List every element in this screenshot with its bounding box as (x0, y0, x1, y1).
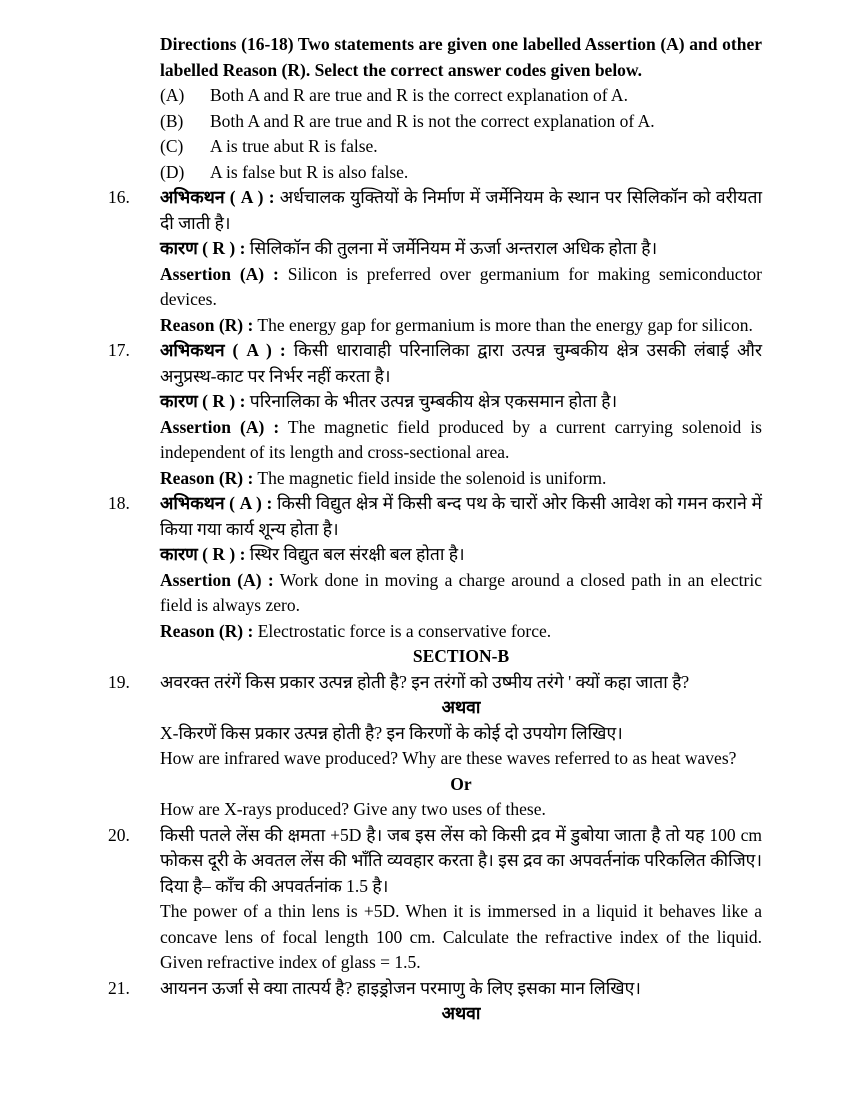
reason-english-label: Reason (R) : (160, 314, 254, 335)
assertion-hindi (160, 185, 762, 236)
question-text-hindi: अवरक्त तरंगें किस प्रकार उत्पन्न होती है? इन तरंगों को उष्मीय तरंगे ' क्यों कहा जाता है? (160, 671, 690, 692)
question-number: 19. (108, 671, 130, 692)
option-label: (A) (160, 85, 185, 105)
question-16 (108, 185, 762, 338)
question-number: 17. (108, 340, 130, 360)
question-number: 18. (108, 493, 130, 513)
assertion-hindi-text: किसी धारावाही परिनालिका द्वारा उत्पन्न चुम्बकीय क्षेत्र उसकी लंबाई और अनुप्रस्थ-काट पर निर्भर नहीं करता है। (160, 340, 763, 386)
assertion-hindi (160, 491, 762, 542)
assertion-hindi (160, 338, 762, 389)
option-row-d (160, 160, 762, 186)
option-text: Both A and R are true and R is not the correct explanation of A. (210, 110, 655, 131)
reason-hindi-text: परिनालिका के भीतर उत्पन्न चुम्बकीय क्षेत्र एकसमान होता है। (249, 391, 618, 411)
reason-hindi-label: कारण ( R ) : (160, 544, 246, 564)
option-text: A is false but R is also false. (210, 161, 409, 182)
reason-english (160, 466, 762, 492)
option-text: Both A and R are true and R is the correct explanation of A. (210, 85, 628, 105)
assertion-english-label: Assertion (A) : (160, 263, 279, 284)
reason-english-text: The magnetic field inside the solenoid is uniform. (257, 467, 607, 488)
question-17 (108, 338, 762, 491)
or-separator-hindi: अथवा (441, 697, 481, 717)
assertion-english-label: Assertion (A) : (160, 416, 280, 437)
reason-english (160, 619, 762, 645)
assertion-hindi-text: किसी विद्युत क्षेत्र में किसी बन्द पथ के चारों ओर किसी आवेश को गमन कराने में किया गया कार्य शून्य होता है। (160, 493, 763, 539)
option-row-a (160, 83, 762, 109)
question-text-hindi: किसी पतले लेंस की क्षमता +5D है। जब इस लेंस को किसी द्रव में डुबोया जाता है तो यह 100 cm फोकस दूरी के अवतल लेंस की भाँति व्यवहार करता है। इस द्रव का अपवर्तनांक परिकलित कीजिए। दिया है– काँच की अपवर्तनांक 1.5 है। (160, 824, 762, 896)
assertion-hindi-label: अभिकथन ( A ) : (160, 340, 286, 360)
assertion-hindi-label: अभिकथन ( A ) : (160, 187, 275, 207)
question-21 (108, 976, 762, 1027)
question-alt-text-english: How are X-rays produced? Give any two uses of these. (160, 799, 546, 819)
assertion-hindi-label: अभिकथन ( A ) : (160, 493, 273, 513)
question-number: 20. (108, 824, 130, 845)
option-label: (D) (160, 161, 185, 182)
assertion-english-text: Work done in moving a charge around a closed path in an electric field is always zero. (160, 569, 763, 615)
question-text-english: How are infrared wave produced? Why are these waves referred to as heat waves? (160, 748, 737, 768)
assertion-english (160, 568, 762, 619)
option-label: (B) (160, 110, 184, 131)
question-text-english: The power of a thin lens is +5D. When it is immersed in a liquid it behaves like a concave lens of focal length 100 cm. Calculate the refractive index of the liquid. Given refractive index of glass = 1.5. (160, 901, 762, 972)
reason-hindi (160, 542, 762, 568)
question-19 (108, 670, 762, 823)
question-alt-text-hindi: X-किरणें किस प्रकार उत्पन्न होती है? इन किरणों के कोई दो उपयोग लिखिए। (160, 722, 623, 743)
assertion-english-text: Silicon is preferred over germanium for making semiconductor devices. (160, 263, 763, 309)
option-row-b (160, 109, 762, 135)
assertion-english-label: Assertion (A) : (160, 569, 274, 590)
question-number: 16. (108, 187, 130, 207)
assertion-english (160, 415, 762, 466)
option-text: A is true abut R is false. (210, 136, 378, 156)
reason-hindi-label: कारण ( R ) : (160, 391, 246, 411)
question-number: 21. (108, 977, 130, 998)
question-text-hindi: आयनन ऊर्जा से क्या तात्पर्य है? हाइड्रोजन परमाणु के लिए इसका मान लिखिए। (160, 977, 641, 998)
reason-english (160, 313, 762, 339)
reason-hindi-text: स्थिर विद्युत बल संरक्षी बल होता है। (249, 544, 465, 564)
reason-english-text: The energy gap for germanium is more than the energy gap for silicon. (257, 314, 753, 335)
question-18 (108, 491, 762, 644)
reason-hindi (160, 236, 762, 262)
section-b-heading: SECTION-B (412, 646, 510, 666)
question-20 (108, 823, 762, 976)
assertion-english-text: The magnetic field produced by a current carrying solenoid is independent of its length and cross-sectional area. (160, 416, 762, 462)
reason-english-label: Reason (R) : (160, 620, 254, 641)
reason-hindi-text: सिलिकॉन की तुलना में जर्मेनियम में ऊर्जा अन्तराल अधिक होता है। (249, 238, 658, 258)
assertion-english (160, 262, 762, 313)
reason-hindi-label: कारण ( R ) : (160, 238, 246, 258)
assertion-hindi-text: अर्धचालक युक्तियों के निर्माण में जर्मेनियम के स्थान पर सिलिकॉन को वरीयता दी जाती है। (160, 187, 762, 233)
or-separator-hindi: अथवा (441, 1003, 481, 1023)
reason-english-text: Electrostatic force is a conservative force. (257, 620, 552, 641)
option-label: (C) (160, 136, 184, 156)
option-row-c (160, 134, 762, 160)
or-separator-english: Or (450, 773, 472, 794)
reason-hindi (160, 389, 762, 415)
directions-paragraph: Directions (16-18) Two statements are given one labelled Assertion (A) and other labelled Reason (R). Select the correct answer codes given below. (160, 34, 762, 80)
reason-english-label: Reason (R) : (160, 467, 254, 488)
